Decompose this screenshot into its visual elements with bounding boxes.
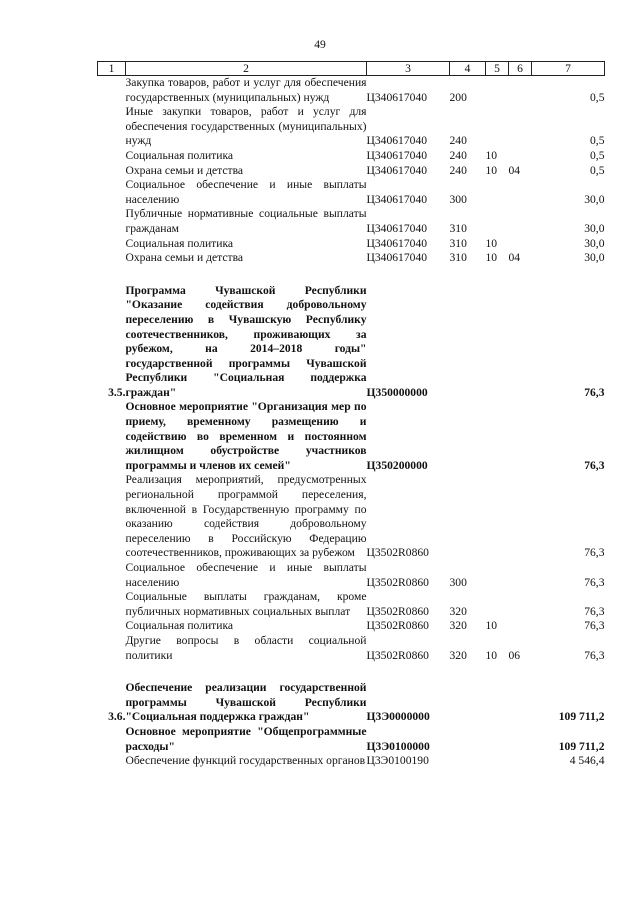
row-section	[486, 76, 509, 106]
row-number	[98, 590, 126, 619]
row-amount: 30,0	[584, 236, 605, 250]
table-row	[98, 473, 605, 561]
row-subsection	[509, 105, 532, 149]
row-code: Ц350000000	[366, 385, 428, 399]
table-row	[98, 207, 605, 236]
column-header: 6	[509, 62, 532, 76]
row-amount: 0,5	[590, 148, 605, 162]
row-subsection	[509, 207, 532, 236]
row-amount: 30,0	[584, 221, 605, 235]
row-vr: 310	[449, 221, 467, 235]
row-number	[98, 473, 126, 561]
row-number	[98, 237, 126, 252]
row-section: 10	[485, 236, 498, 250]
row-section	[486, 473, 509, 561]
row-name: Социальная политика	[125, 619, 234, 633]
row-subsection	[509, 725, 532, 754]
table-row	[98, 178, 605, 207]
table-row	[98, 105, 605, 149]
row-section: 10	[485, 163, 498, 177]
table-row	[98, 754, 605, 769]
row-name: Программа Чувашской Республики "Оказание содействия добровольному переселению в Чувашскую Республику соотечественников, проживающих за рубежом, на 2014–2018 годы" государственной программы Чувашской Республики "Социальная поддержка граждан"	[125, 283, 367, 399]
row-name: Основное мероприятие "Организация мер по приему, временному размещению и содействию во временном и постоянном жилищном обустройстве участников программы и членов их семей"	[125, 400, 367, 472]
row-section	[486, 400, 509, 473]
row-section: 10	[485, 251, 498, 265]
column-header: 5	[486, 62, 509, 76]
row-spacer	[98, 663, 605, 681]
row-section: 10	[485, 648, 498, 662]
row-code: Ц3Э0000000	[366, 710, 430, 724]
table-row	[98, 725, 605, 754]
row-vr: 320	[449, 648, 467, 662]
row-section	[486, 105, 509, 149]
table-row	[98, 681, 605, 725]
row-subsection	[509, 400, 532, 473]
row-subsection: 04	[508, 163, 521, 177]
row-name: Социальная политика	[125, 148, 234, 162]
row-amount: 76,3	[584, 604, 605, 618]
row-number	[98, 149, 126, 164]
row-subsection	[509, 178, 532, 207]
row-vr	[450, 400, 486, 473]
row-number: 3.6.	[108, 710, 126, 724]
row-vr	[450, 473, 486, 561]
page-number: 49	[314, 38, 326, 51]
row-code: Ц340617040	[366, 192, 428, 206]
row-vr: 310	[449, 236, 467, 250]
row-amount: 76,3	[584, 575, 605, 589]
budget-table	[97, 61, 605, 769]
header-row	[98, 62, 605, 76]
row-number: 3.5.	[108, 385, 126, 399]
row-amount: 0,5	[590, 163, 605, 177]
column-header: 3	[367, 62, 450, 76]
row-vr: 200	[449, 90, 467, 104]
row-amount: 30,0	[584, 192, 605, 206]
row-vr: 310	[449, 251, 467, 265]
row-name: Закупка товаров, работ и услуг для обеспечения государственных (муниципальных) нужд	[125, 76, 367, 104]
table-row	[98, 619, 605, 634]
row-amount: 0,5	[590, 90, 605, 104]
row-amount: 0,5	[590, 134, 605, 148]
row-subsection: 06	[508, 648, 521, 662]
column-header: 1	[98, 62, 126, 76]
table-row	[98, 251, 605, 266]
row-code: Ц340617040	[366, 90, 428, 104]
row-number	[98, 400, 126, 473]
row-name: Иные закупки товаров, работ и услуг для обеспечения государственных (муниципальных) нужд	[125, 105, 367, 148]
row-section	[486, 681, 509, 725]
row-subsection: 04	[508, 251, 521, 265]
row-name: Охрана семьи и детства	[125, 251, 244, 265]
column-header: 2	[126, 62, 367, 76]
row-amount: 109 711,2	[558, 710, 605, 724]
row-subsection	[509, 473, 532, 561]
table-row	[98, 237, 605, 252]
row-vr: 240	[449, 148, 467, 162]
row-number	[98, 178, 126, 207]
row-code: Ц3502R0860	[366, 648, 429, 662]
row-name: Обеспечение функций государственных органов	[125, 754, 366, 768]
row-name: Основное мероприятие "Общепрограммные расходы"	[125, 724, 367, 753]
row-code: Ц340617040	[366, 134, 428, 148]
table-row	[98, 284, 605, 401]
row-number	[98, 207, 126, 236]
row-name: Социальные выплаты гражданам, кроме публичных нормативных социальных выплат	[125, 590, 367, 618]
row-spacer-cell	[98, 266, 605, 284]
row-number	[98, 754, 126, 769]
row-code: Ц340617040	[366, 221, 428, 235]
row-spacer-cell	[98, 663, 605, 681]
row-subsection	[509, 590, 532, 619]
row-vr: 300	[449, 192, 467, 206]
row-subsection	[509, 76, 532, 106]
row-name: Социальная политика	[125, 236, 234, 250]
column-header: 4	[450, 62, 486, 76]
row-spacer	[98, 266, 605, 284]
row-name: Социальное обеспечение и иные выплаты населению	[125, 561, 367, 589]
row-name: Социальное обеспечение и иные выплаты населению	[125, 178, 367, 206]
row-code: Ц340617040	[366, 251, 428, 265]
row-number	[98, 725, 126, 754]
row-amount: 109 711,2	[558, 739, 605, 753]
table-row	[98, 400, 605, 473]
row-vr	[450, 725, 486, 754]
row-vr	[450, 284, 486, 401]
row-vr: 320	[449, 619, 467, 633]
row-number	[98, 76, 126, 106]
table-row	[98, 561, 605, 590]
row-subsection	[509, 149, 532, 164]
row-subsection	[509, 561, 532, 590]
row-section	[486, 590, 509, 619]
row-subsection	[509, 237, 532, 252]
row-amount: 30,0	[584, 251, 605, 265]
row-section	[486, 561, 509, 590]
row-section	[486, 725, 509, 754]
row-vr: 240	[449, 163, 467, 177]
row-section	[486, 284, 509, 401]
row-vr	[450, 681, 486, 725]
row-section	[486, 207, 509, 236]
row-number	[98, 619, 126, 634]
row-section: 10	[485, 619, 498, 633]
row-subsection	[509, 619, 532, 634]
row-name: Публичные нормативные социальные выплаты гражданам	[125, 207, 367, 235]
row-number	[98, 634, 126, 663]
table-row	[98, 164, 605, 179]
row-number	[98, 105, 126, 149]
row-code: Ц3502R0860	[366, 546, 429, 560]
row-subsection	[509, 284, 532, 401]
row-amount: 76,3	[584, 458, 605, 472]
row-code: Ц3502R0860	[366, 619, 429, 633]
row-number	[98, 251, 126, 266]
row-name: Другие вопросы в области социальной политики	[125, 633, 367, 662]
row-subsection	[509, 754, 532, 769]
table-row	[98, 634, 605, 663]
table-row	[98, 590, 605, 619]
row-section	[486, 754, 509, 769]
row-section: 10	[485, 148, 498, 162]
row-vr	[450, 754, 486, 769]
row-number	[98, 561, 126, 590]
row-code: Ц340617040	[366, 236, 428, 250]
row-vr: 240	[449, 134, 467, 148]
row-number	[98, 164, 126, 179]
row-code: Ц3Э0100000	[366, 739, 430, 753]
column-header: 7	[532, 62, 605, 76]
row-code: Ц3502R0860	[366, 604, 429, 618]
row-name: Обеспечение реализации государственной программы Чувашской Республики "Социальная поддержка граждан"	[125, 681, 367, 724]
row-amount: 76,3	[584, 546, 605, 560]
row-code: Ц340617040	[366, 163, 428, 177]
row-name: Реализация мероприятий, предусмотренных региональной программой переселения, включенной в Государственную программу по оказанию содействия добровольному переселению в Российскую Федерацию соотечественников, проживающих за рубежом	[125, 473, 367, 560]
row-amount: 76,3	[584, 385, 605, 399]
row-amount: 4 546,4	[569, 754, 605, 768]
row-code: Ц3Э0100190	[366, 754, 429, 768]
row-code: Ц340617040	[366, 148, 428, 162]
row-amount: 76,3	[584, 648, 605, 662]
row-subsection	[509, 681, 532, 725]
row-code: Ц3502R0860	[366, 575, 429, 589]
row-code: Ц350200000	[366, 458, 428, 472]
row-name: Охрана семьи и детства	[125, 163, 244, 177]
row-vr: 300	[449, 575, 467, 589]
row-amount: 76,3	[584, 619, 605, 633]
row-section	[486, 178, 509, 207]
row-vr: 320	[449, 604, 467, 618]
table-row	[98, 149, 605, 164]
table-row	[98, 76, 605, 106]
